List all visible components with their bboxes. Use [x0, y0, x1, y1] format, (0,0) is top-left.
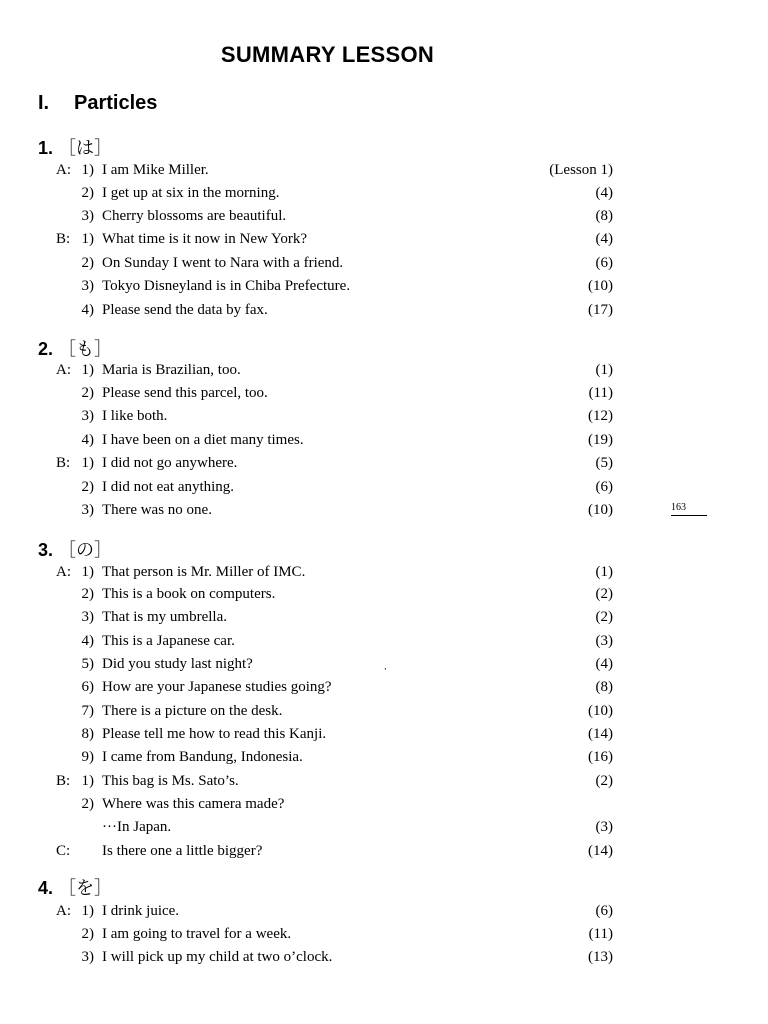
- item-text: This is a Japanese car.: [102, 633, 235, 649]
- item-number: 3): [81, 949, 94, 965]
- list-item: [0, 746, 768, 768]
- list-item: [0, 561, 768, 583]
- item-text: I like both.: [102, 408, 168, 424]
- list-item: [0, 946, 768, 968]
- item-number: 1): [81, 362, 94, 378]
- item-number: 3): [81, 408, 94, 424]
- lesson-reference: (14): [588, 843, 613, 859]
- item-number: 2): [81, 796, 94, 812]
- lesson-reference: (11): [588, 926, 613, 942]
- subsection-heading: [38, 874, 112, 900]
- group-label: A:: [56, 903, 71, 919]
- subsection-number: 1.: [38, 138, 54, 158]
- section-title: Particles: [74, 92, 158, 114]
- item-number: 1): [81, 162, 94, 178]
- list-item: [0, 275, 768, 297]
- item-text: I did not eat anything.: [102, 479, 235, 495]
- item-number: 3): [81, 278, 94, 294]
- list-item: [0, 499, 768, 521]
- group-label: A:: [56, 362, 71, 378]
- item-text: Maria is Brazilian, too.: [102, 362, 241, 378]
- item-text: Cherry blossoms are beautiful.: [102, 208, 287, 224]
- item-number: 4): [81, 633, 94, 649]
- list-item: [0, 676, 768, 698]
- list-item: [0, 405, 768, 427]
- item-number: 4): [81, 302, 94, 318]
- item-text: ···In Japan.: [102, 819, 172, 835]
- lesson-reference: (1): [595, 362, 613, 378]
- item-number: 1): [81, 455, 94, 471]
- item-number: 3): [81, 609, 94, 625]
- list-item: [0, 476, 768, 498]
- subsection-number: 4.: [38, 878, 54, 898]
- scan-artifact: ‚: [384, 662, 387, 671]
- lesson-reference: (11): [588, 385, 613, 401]
- list-item: [0, 840, 768, 862]
- item-text: That is my umbrella.: [102, 609, 227, 625]
- lesson-reference: (10): [588, 502, 613, 518]
- lesson-reference: (10): [588, 703, 613, 719]
- group-label: C:: [56, 843, 71, 859]
- lesson-reference: (6): [595, 903, 613, 919]
- item-number: 5): [81, 656, 94, 672]
- item-text: This is a book on computers.: [102, 586, 276, 602]
- lesson-reference: (2): [595, 586, 613, 602]
- lesson-reference: (19): [588, 432, 613, 448]
- item-text: There was no one.: [102, 502, 212, 518]
- lesson-reference: (6): [595, 255, 613, 271]
- list-item: [0, 923, 768, 945]
- list-item: [0, 816, 768, 838]
- item-text: That person is Mr. Miller of IMC.: [102, 564, 306, 580]
- lesson-reference: (3): [595, 819, 613, 835]
- item-number: 7): [81, 703, 94, 719]
- particle-label: ［は］: [58, 138, 113, 159]
- subsection-number: 2.: [38, 339, 54, 359]
- lesson-reference: (2): [595, 773, 613, 789]
- lesson-reference: (10): [588, 278, 613, 294]
- group-label: B:: [56, 455, 71, 471]
- lesson-reference: (4): [595, 231, 613, 247]
- section-heading: [38, 92, 157, 115]
- subsection-heading: [38, 134, 112, 160]
- item-text: I did not go anywhere.: [102, 455, 238, 471]
- subsection-number: 3.: [38, 540, 54, 560]
- lesson-reference: (4): [595, 185, 613, 201]
- item-text: Please send the data by fax.: [102, 302, 268, 318]
- item-text: What time is it now in New York?: [102, 231, 307, 247]
- particle-label: ［を］: [58, 878, 113, 899]
- item-number: 3): [81, 208, 94, 224]
- item-text: Where was this camera made?: [102, 796, 285, 812]
- list-item: [0, 630, 768, 652]
- lesson-reference: (13): [588, 949, 613, 965]
- list-item: [0, 252, 768, 274]
- list-item: [0, 182, 768, 204]
- list-item: [0, 382, 768, 404]
- item-text: I am going to travel for a week.: [102, 926, 292, 942]
- lesson-reference: (8): [595, 679, 613, 695]
- item-number: 6): [81, 679, 94, 695]
- item-text: This bag is Ms. Sato’s.: [102, 773, 239, 789]
- item-number: 8): [81, 726, 94, 742]
- lesson-reference: (8): [595, 208, 613, 224]
- lesson-reference: (5): [595, 455, 613, 471]
- item-text: I came from Bandung, Indonesia.: [102, 749, 303, 765]
- list-item: [0, 770, 768, 792]
- lesson-reference: (14): [588, 726, 613, 742]
- item-number: 1): [81, 231, 94, 247]
- item-number: 2): [81, 255, 94, 271]
- group-label: B:: [56, 773, 71, 789]
- item-text: I get up at six in the morning.: [102, 185, 280, 201]
- group-label: A:: [56, 564, 71, 580]
- item-text: I drink juice.: [102, 903, 180, 919]
- item-number: 2): [81, 385, 94, 401]
- list-item: [0, 299, 768, 321]
- item-text: There is a picture on the desk.: [102, 703, 283, 719]
- group-label: B:: [56, 231, 71, 247]
- item-number: 3): [81, 502, 94, 518]
- particle-label: ［の］: [58, 540, 113, 561]
- lesson-reference: (12): [588, 408, 613, 424]
- item-number: 9): [81, 749, 94, 765]
- item-number: 2): [81, 479, 94, 495]
- lesson-reference: (Lesson 1): [549, 162, 613, 178]
- list-item: [0, 205, 768, 227]
- item-text: I will pick up my child at two o’clock.: [102, 949, 333, 965]
- item-text: Tokyo Disneyland is in Chiba Prefecture.: [102, 278, 351, 294]
- page-title: SUMMARY LESSON: [220, 42, 435, 67]
- list-item: [0, 159, 768, 181]
- subsection-heading: [38, 536, 112, 562]
- list-item: [0, 228, 768, 250]
- lesson-reference: (1): [595, 564, 613, 580]
- item-text: I have been on a diet many times.: [102, 432, 304, 448]
- list-item: [0, 793, 768, 815]
- list-item: [0, 429, 768, 451]
- list-item: [0, 900, 768, 922]
- list-item: [0, 359, 768, 381]
- lesson-reference: (16): [588, 749, 613, 765]
- lesson-reference: (6): [595, 479, 613, 495]
- item-text: On Sunday I went to Nara with a friend.: [102, 255, 344, 271]
- lesson-reference: (17): [588, 302, 613, 318]
- item-number: 2): [81, 586, 94, 602]
- list-item: [0, 723, 768, 745]
- list-item: [0, 606, 768, 628]
- item-number: 2): [81, 926, 94, 942]
- item-number: 1): [81, 903, 94, 919]
- item-number: 1): [81, 564, 94, 580]
- group-label: A:: [56, 162, 71, 178]
- item-number: 1): [81, 773, 94, 789]
- subsection-heading: [38, 335, 112, 361]
- item-text: Is there one a little bigger?: [102, 843, 263, 859]
- lesson-reference: (4): [595, 656, 613, 672]
- item-text: How are your Japanese studies going?: [102, 679, 332, 695]
- list-item: [0, 452, 768, 474]
- section-number: I.: [38, 92, 50, 114]
- item-number: 4): [81, 432, 94, 448]
- lesson-reference: (2): [595, 609, 613, 625]
- list-item: [0, 700, 768, 722]
- item-text: Please send this parcel, too.: [102, 385, 268, 401]
- lesson-reference: (3): [595, 633, 613, 649]
- item-text: Please tell me how to read this Kanji.: [102, 726, 327, 742]
- list-item: [0, 583, 768, 605]
- page-number: 163: [671, 502, 707, 516]
- particle-label: ［も］: [58, 339, 113, 360]
- item-text: I am Mike Miller.: [102, 162, 209, 178]
- item-number: 2): [81, 185, 94, 201]
- item-text: Did you study last night?: [102, 656, 253, 672]
